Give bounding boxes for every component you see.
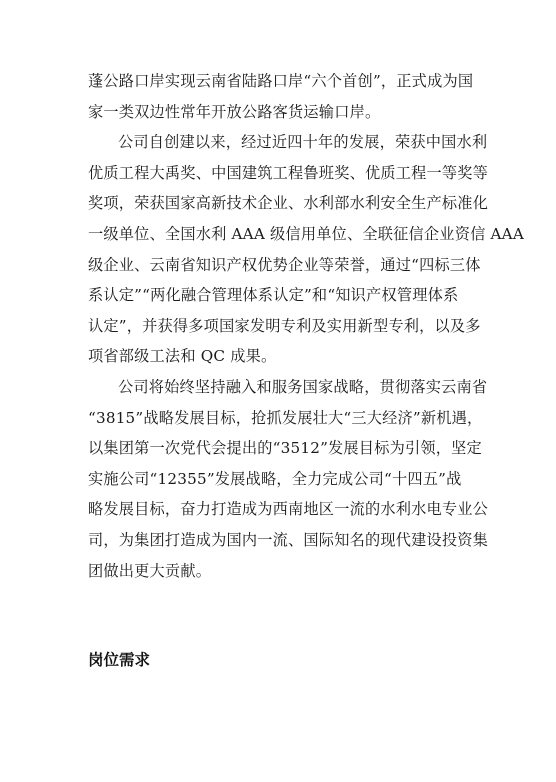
body-text	[88, 66, 525, 586]
paragraph-2-line-1: 公司自创建以来，经过近四十年的发展，荣获中国水利	[118, 133, 488, 152]
paragraph-3-line-7: 团做出更大贡献。	[88, 561, 212, 580]
paragraph-2-line-6: 系认定”“两化融合管理体系认定”和“知识产权管理体系	[88, 286, 459, 305]
paragraph-2-line-4: 一级单位、全国水利 AAA 级信用单位、全联征信企业资信 AAA	[88, 224, 525, 243]
section-heading: 岗位需求	[88, 651, 151, 669]
paragraph-2-line-8: 项省部级工法和 QC 成果。	[88, 347, 277, 366]
paragraph-1-line-1: 蓬公路口岸实现云南省陆路口岸“六个首创”，正式成为国	[88, 72, 474, 90]
paragraph-3-line-2: “3815”战略发展目标，抢抓发展壮大“三大经济”新机遇，	[88, 408, 483, 427]
paragraph-3-line-1: 公司将始终坚持融入和服务国家战略，贯彻落实云南省	[118, 377, 488, 396]
paragraph-1-line-2: 家一类双边性常年开放公路客货运输口岸。	[88, 102, 381, 121]
paragraph-2-line-5: 级企业、云南省知识产权优势企业等荣誉，通过“四标三体	[88, 255, 481, 274]
paragraph-3-line-4: 实施公司“12355”发展战略，全力完成公司“十四五”战	[88, 469, 462, 488]
paragraph-2-line-2: 优质工程大禹奖、中国建筑工程鲁班奖、优质工程一等奖等	[88, 163, 489, 182]
paragraph-2-line-7: 认定”，并获得多项国家发明专利及实用新型专利，以及多	[88, 316, 481, 335]
paragraph-3-line-6: 司，为集团打造成为国内一流、国际知名的现代建设投资集	[88, 530, 489, 549]
paragraph-2-line-3: 奖项，荣获国家高新技术企业、水利部水利安全生产标准化	[88, 194, 489, 213]
paragraph-3-line-3: 以集团第一次党代会提出的“3512”发展目标为引领，坚定	[88, 439, 482, 458]
paragraph-3-line-5: 略发展目标，奋力打造成为西南地区一流的水利水电专业公	[88, 500, 489, 519]
